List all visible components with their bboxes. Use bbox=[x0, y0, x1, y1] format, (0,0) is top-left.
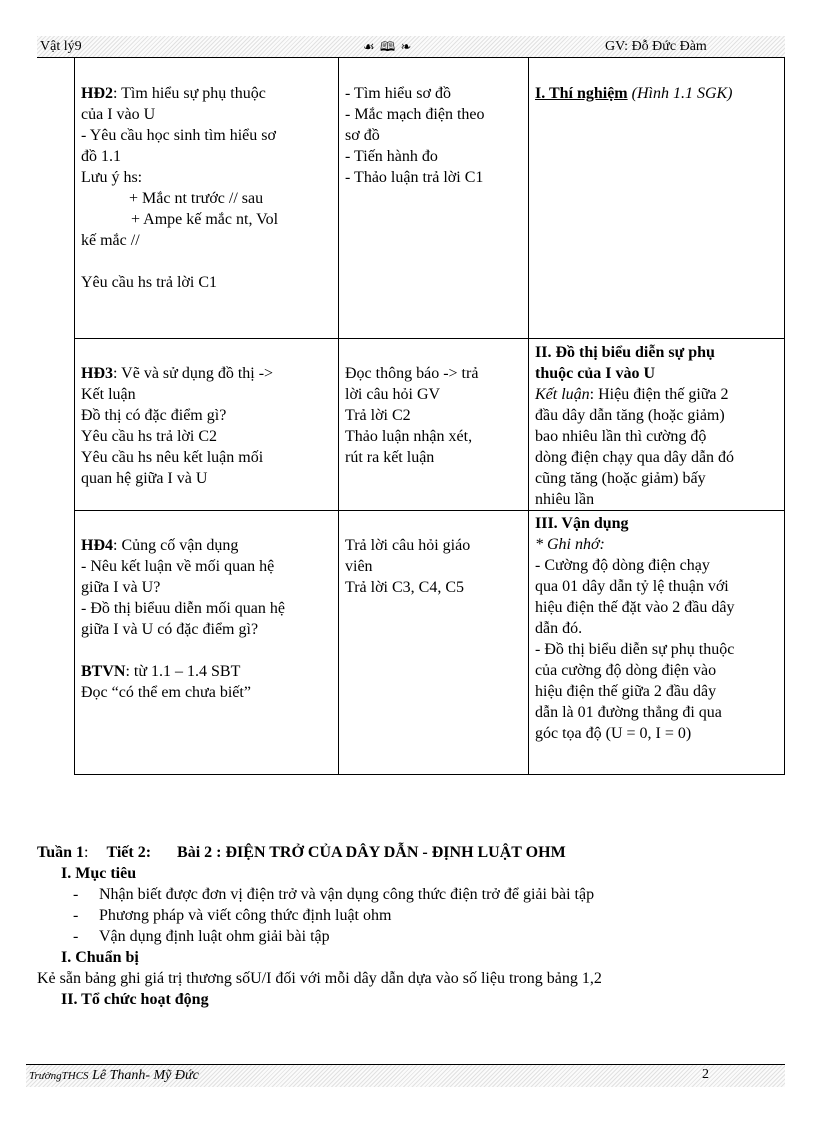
activities-heading: II. Tổ chức hoạt động bbox=[61, 991, 209, 1008]
text-line: Thảo luận nhận xét, bbox=[345, 428, 473, 445]
conclusion-line: Kết luận: Hiệu điện thế giữa 2 bbox=[535, 386, 729, 403]
text-line: dòng điện chạy qua dây dẫn đó bbox=[535, 449, 735, 466]
text-line: Yêu cầu hs trả lời C2 bbox=[81, 428, 217, 445]
text-line: hiệu điện thế giữa 2 đầu dây bbox=[535, 683, 717, 700]
preparation-heading: I. Chuẩn bị bbox=[61, 949, 139, 966]
list-item: - Vận dụng định luật ohm giải bài tập bbox=[73, 928, 330, 945]
lesson-title: Tuần 1: Tiết 2: Bài 2 : ĐIỆN TRỞ CỦA DÂY DẪN - ĐỊNH LUẬT OHM bbox=[37, 844, 566, 861]
text-line: Yêu cầu hs nêu kết luận mối bbox=[81, 449, 264, 466]
table-row bbox=[75, 58, 785, 339]
text-line: sơ đồ bbox=[345, 127, 380, 144]
text-line: Kết luận bbox=[81, 386, 136, 403]
text-line: - Tiến hành đo bbox=[345, 148, 438, 165]
text-line: quan hệ giữa I và U bbox=[81, 470, 208, 487]
text-line: của cường độ dòng điện vào bbox=[535, 662, 717, 679]
list-item: - Phương pháp và viết công thức định luật ohm bbox=[73, 907, 392, 924]
text-line: + Mắc nt trước // sau bbox=[129, 190, 264, 207]
text-line: - Cường độ dòng điện chạy bbox=[535, 557, 710, 574]
text-line: nhiêu lần bbox=[535, 491, 595, 508]
page-header bbox=[37, 36, 785, 58]
text-line: đồ 1.1 bbox=[81, 148, 121, 165]
text-line: dẫn đó. bbox=[535, 620, 583, 637]
text-line: hiệu điện thế đặt vào 2 đầu dây bbox=[535, 599, 735, 616]
text-line: Đọc “có thể em chưa biết” bbox=[81, 684, 251, 701]
text-line: Trả lời câu hỏi giáo bbox=[345, 537, 471, 554]
teacher-activity-cell bbox=[75, 511, 339, 775]
text-line: lời câu hỏi GV bbox=[345, 386, 441, 403]
text-line: giữa I và U? bbox=[81, 579, 161, 596]
lesson-plan-section bbox=[37, 842, 797, 1010]
text-line: - Thảo luận trả lời C1 bbox=[345, 169, 484, 186]
text-line: Đồ thị có đặc điểm gì? bbox=[81, 407, 227, 424]
remember-label: * Ghi nhớ: bbox=[535, 536, 605, 553]
page-footer bbox=[26, 1064, 785, 1087]
student-activity-cell bbox=[339, 58, 529, 339]
text-line: Trả lời C3, C4, C5 bbox=[345, 579, 465, 596]
student-activity-cell bbox=[339, 339, 529, 511]
text-line: viên bbox=[345, 558, 373, 575]
text-line: dẫn là 01 đường thẳng đi qua bbox=[535, 704, 722, 721]
text-line: giữa I và U có đặc điểm gì? bbox=[81, 621, 259, 638]
activity-heading: HĐ4: Củng cố vận dụng bbox=[81, 537, 239, 554]
text-line: đầu dây dẫn tăng (hoặc giảm) bbox=[535, 407, 725, 424]
section-heading: III. Vận dụng bbox=[535, 515, 629, 532]
student-activity-cell bbox=[339, 511, 529, 775]
text-line: góc tọa độ (U = 0, I = 0) bbox=[535, 725, 692, 742]
section-heading: II. Đồ thị biểu diễn sự phụ bbox=[535, 344, 715, 361]
text-line: - Mắc mạch điện theo bbox=[345, 106, 485, 123]
text-line: rút ra kết luận bbox=[345, 449, 435, 466]
text-line: Trả lời C2 bbox=[345, 407, 411, 424]
teacher-activity-cell bbox=[75, 339, 339, 511]
objectives-heading: I. Mục tiêu bbox=[61, 865, 137, 882]
table-row bbox=[75, 511, 785, 775]
lesson-activity-table bbox=[74, 57, 785, 775]
text-line: + Ampe kế mắc nt, Vol bbox=[131, 211, 279, 228]
text-line: Yêu cầu hs trả lời C1 bbox=[81, 274, 217, 291]
text-line: Lưu ý hs: bbox=[81, 169, 143, 186]
homework-line: BTVN: từ 1.1 – 1.4 SBT bbox=[81, 663, 241, 680]
teacher-activity-cell bbox=[75, 58, 339, 339]
text-line: kế mắc // bbox=[81, 232, 140, 249]
preparation-text: Kẻ sẵn bảng ghi giá trị thương sốU/I đối với mỗi dây dẫn dựa vào số liệu trong bảng 1,2 bbox=[37, 970, 602, 987]
header-teacher: GV: Đỗ Đức Đàm bbox=[605, 39, 707, 54]
lesson-name: Bài 2 : ĐIỆN TRỞ CỦA DÂY DẪN - ĐỊNH LUẬT OHM bbox=[177, 844, 566, 861]
content-cell bbox=[529, 58, 785, 339]
table-row bbox=[75, 339, 785, 511]
text-line: bao nhiêu lần thì cường độ bbox=[535, 428, 707, 445]
text-line: qua 01 dây dẫn tỷ lệ thuận với bbox=[535, 578, 729, 595]
text-line: Đọc thông báo -> trả bbox=[345, 365, 479, 382]
header-subject: Vật lý9 bbox=[40, 39, 82, 54]
footer-school: TrườngTHCS Lê Thanh- Mỹ Đức bbox=[29, 1068, 199, 1083]
list-item: - Nhận biết được đơn vị điện trở và vận dụng công thức điện trở để giải bài tập bbox=[73, 886, 595, 903]
content-cell bbox=[529, 511, 785, 775]
activity-heading: HĐ2: Tìm hiểu sự phụ thuộc bbox=[81, 85, 266, 102]
text-line: - Nêu kết luận về mối quan hệ bbox=[81, 558, 275, 575]
page-number: 2 bbox=[702, 1067, 709, 1082]
text-line: cũng tăng (hoặc giảm) bấy bbox=[535, 470, 706, 487]
content-cell bbox=[529, 339, 785, 511]
text-line: - Tìm hiểu sơ đồ bbox=[345, 85, 451, 102]
text-line: - Đồ thị biểuu diễn mối quan hệ bbox=[81, 600, 285, 617]
section-heading-cont: thuộc của I vào U bbox=[535, 365, 656, 382]
activity-heading: HĐ3: Vẽ và sử dụng đồ thị -> bbox=[81, 365, 274, 382]
text-line: - Đồ thị biểu diễn sự phụ thuộc bbox=[535, 641, 735, 658]
lesson-week: Tuần 1 bbox=[37, 844, 84, 861]
text-line: - Yêu cầu học sinh tìm hiểu sơ bbox=[81, 127, 276, 144]
text-line: của I vào U bbox=[81, 106, 156, 123]
header-book-ornament-icon: ☙ 🕮 ❧ bbox=[363, 39, 413, 54]
section-heading: I. Thí nghiệm (Hình 1.1 SGK) bbox=[535, 85, 733, 102]
lesson-period: Tiết 2: bbox=[106, 844, 152, 861]
